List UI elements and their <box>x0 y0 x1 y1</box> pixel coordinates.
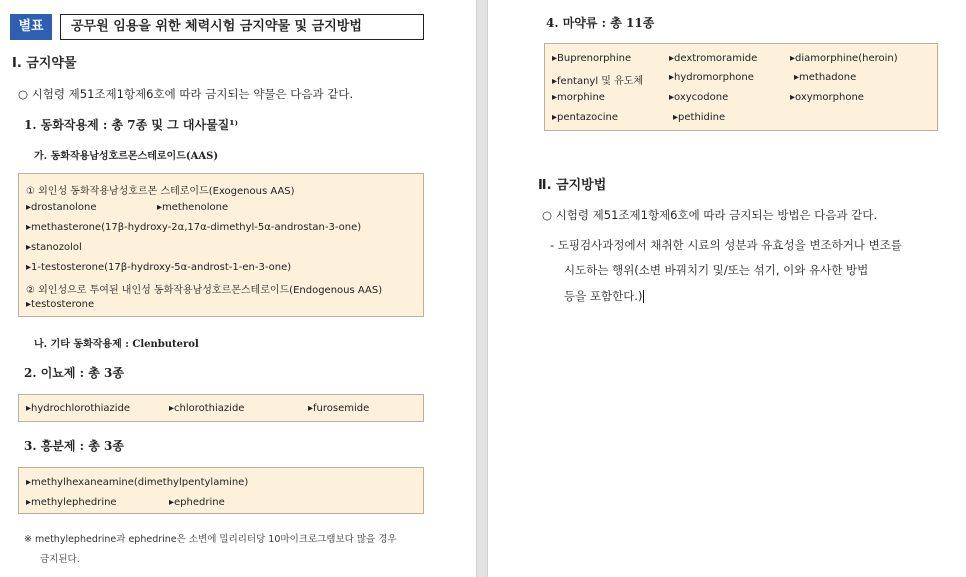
section1-intro: ○ 시험령 제51조제1항제6호에 따라 금지되는 약물은 다음과 같다. <box>18 87 354 101</box>
endogenous-title: ② 외인성으로 투여된 내인성 동화작용남성호르몬스테로이드(Endogenous AAS) <box>26 285 383 296</box>
drug-item: ▸ephedrine <box>169 497 225 508</box>
appendix-tag: 별표 <box>10 14 52 40</box>
drug-item: ▸pentazocine <box>552 112 619 123</box>
stimulants-heading: 3. 흥분제 : 총 3종 <box>24 439 124 453</box>
diuretics-heading: 2. 이뇨제 : 총 3종 <box>24 366 124 380</box>
drug-item: ▸hydromorphone <box>669 72 754 83</box>
stimulants-note: ※ methylephedrine과 ephedrine은 소변에 밀리리터당 10마이크로그램보다 많을 경우 <box>24 534 397 545</box>
drug-item: ▸chlorothiazide <box>169 403 245 414</box>
drug-item: ▸fentanyl 및 유도체 <box>552 76 644 87</box>
narcotics-box <box>544 43 938 131</box>
drug-item: ▸methenolone <box>157 202 229 213</box>
stimulants-note-cont: 금지된다. <box>40 554 80 565</box>
stimulants-box <box>18 467 424 514</box>
text-cursor <box>643 290 644 303</box>
document-title: 공무원 임용을 위한 체력시험 금지약물 및 금지방법 <box>60 14 424 40</box>
diuretics-box <box>18 394 424 422</box>
page-gutter <box>476 0 488 577</box>
drug-item: ▸pethidine <box>673 112 726 123</box>
drug-item: ▸drostanolone <box>26 202 97 213</box>
drug-item: ▸methylhexaneamine(dimethylpentylamine) <box>26 477 249 488</box>
drug-item: ▸furosemide <box>308 403 370 414</box>
drug-item: ▸dextromoramide <box>669 53 758 64</box>
drug-item: ▸methylephedrine <box>26 497 117 508</box>
drug-item: ▸oxymorphone <box>790 92 864 103</box>
exogenous-title: ① 외인성 동화작용남성호르몬 스테로이드(Exogenous AAS) <box>26 186 295 197</box>
drug-item: ▸testosterone <box>26 299 95 310</box>
drug-item: ▸Buprenorphine <box>552 53 632 64</box>
drug-item: ▸hydrochlorothiazide <box>26 403 131 414</box>
left-page <box>0 0 476 577</box>
anabolic-heading: 1. 동화작용제 : 총 7종 및 그 대사물질¹⁾ <box>24 118 239 132</box>
narcotics-heading: 4. 마약류 : 총 11종 <box>546 16 655 30</box>
section2-line3 <box>564 288 644 304</box>
drug-item: ▸diamorphine(heroin) <box>790 53 898 64</box>
drug-item: ▸methasterone(17β-hydroxy-2α,17α-dimethyl-5α-androstan-3-one) <box>26 222 362 233</box>
aas-box <box>18 173 424 317</box>
right-page <box>488 0 966 577</box>
section2-heading: Ⅱ. 금지방법 <box>538 178 607 193</box>
drug-item: ▸1-testosterone(17β-hydroxy-5α-androst-1-en-3-one) <box>26 262 292 273</box>
aas-subheading: 가. 동화작용남성호르몬스테로이드(AAS) <box>34 151 219 162</box>
section2-line1: - 도핑검사과정에서 채취한 시료의 성분과 유효성을 변조하거나 변조를 <box>550 238 902 252</box>
drug-item: ▸stanozolol <box>26 242 82 253</box>
other-anabolic-subheading: 나. 기타 동화작용제 : Clenbuterol <box>34 339 199 350</box>
drug-item: ▸methadone <box>794 72 857 83</box>
section2-line3-text: 등을 포함한다.) <box>564 289 643 303</box>
section1-heading: Ⅰ. 금지약물 <box>12 56 77 71</box>
drug-item: ▸oxycodone <box>669 92 729 103</box>
section2-line2: 시도하는 행위(소변 바꿔치기 및/또는 섞기, 이와 유사한 방법 <box>564 263 869 277</box>
section2-intro: ○ 시험령 제51조제1항제6호에 따라 금지되는 방법은 다음과 같다. <box>542 208 878 222</box>
drug-item: ▸morphine <box>552 92 605 103</box>
